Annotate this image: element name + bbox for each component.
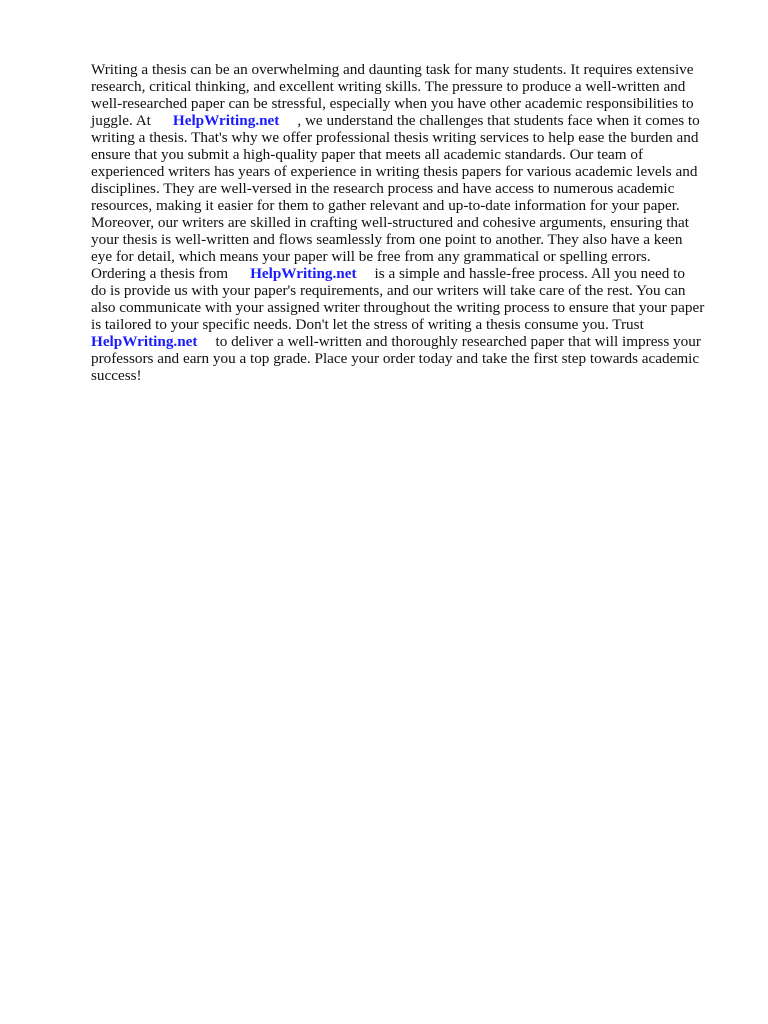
- text-line-15: also communicate with your assigned writer throughout the writing process to ensure that your paper: [91, 299, 705, 316]
- text-line-17: [91, 333, 731, 350]
- text-line-8: disciplines. They are well-versed in the research process and have access to numerous academic: [91, 180, 675, 197]
- text-line-19: success!: [91, 367, 142, 384]
- text-line-10: Moreover, our writers are skilled in crafting well-structured and cohesive arguments, ensuring that: [91, 214, 689, 231]
- text-line-4: [91, 112, 731, 129]
- body-paragraph: [91, 61, 731, 384]
- helpwriting-link[interactable]: HelpWriting.net: [250, 265, 357, 282]
- text-segment: is a simple and hassle-free process. All you need to: [374, 265, 685, 282]
- text-line-2: research, critical thinking, and excellent writing skills. The pressure to produce a well-written and: [91, 78, 686, 95]
- helpwriting-link[interactable]: HelpWriting.net: [172, 112, 280, 129]
- text-line-5: writing a thesis. That's why we offer professional thesis writing services to help ease the burden and: [91, 129, 699, 146]
- text-line-11: your thesis is well-written and flows seamlessly from one point to another. They also have a keen: [91, 231, 683, 248]
- text-line-16: is tailored to your specific needs. Don't let the stress of writing a thesis consume you. Trust: [91, 316, 644, 333]
- text-line-3: well-researched paper can be stressful, especially when you have other academic responsibilities to: [91, 95, 694, 112]
- text-line-9: resources, making it easier for them to gather relevant and up-to-date information for your paper.: [91, 197, 680, 214]
- text-segment: , we understand the challenges that students face when it comes to: [297, 112, 700, 129]
- text-line-13: [91, 265, 731, 282]
- text-segment: Ordering a thesis from: [91, 265, 229, 282]
- helpwriting-link[interactable]: HelpWriting.net: [91, 333, 198, 350]
- text-segment: juggle. At: [91, 112, 151, 129]
- text-line-1: Writing a thesis can be an overwhelming and daunting task for many students. It requires extensive: [91, 61, 694, 78]
- text-line-6: ensure that you submit a high-quality paper that meets all academic standards. Our team of: [91, 146, 644, 163]
- text-line-12: eye for detail, which means your paper will be free from any grammatical or spelling errors.: [91, 248, 651, 265]
- text-line-7: experienced writers has years of experience in writing thesis papers for various academic levels and: [91, 163, 698, 180]
- text-line-14: do is provide us with your paper's requirements, and our writers will take care of the rest. You can: [91, 282, 686, 299]
- text-segment: to deliver a well-written and thoroughly researched paper that will impress your: [215, 333, 701, 350]
- text-line-18: professors and earn you a top grade. Place your order today and take the first step towards academic: [91, 350, 700, 367]
